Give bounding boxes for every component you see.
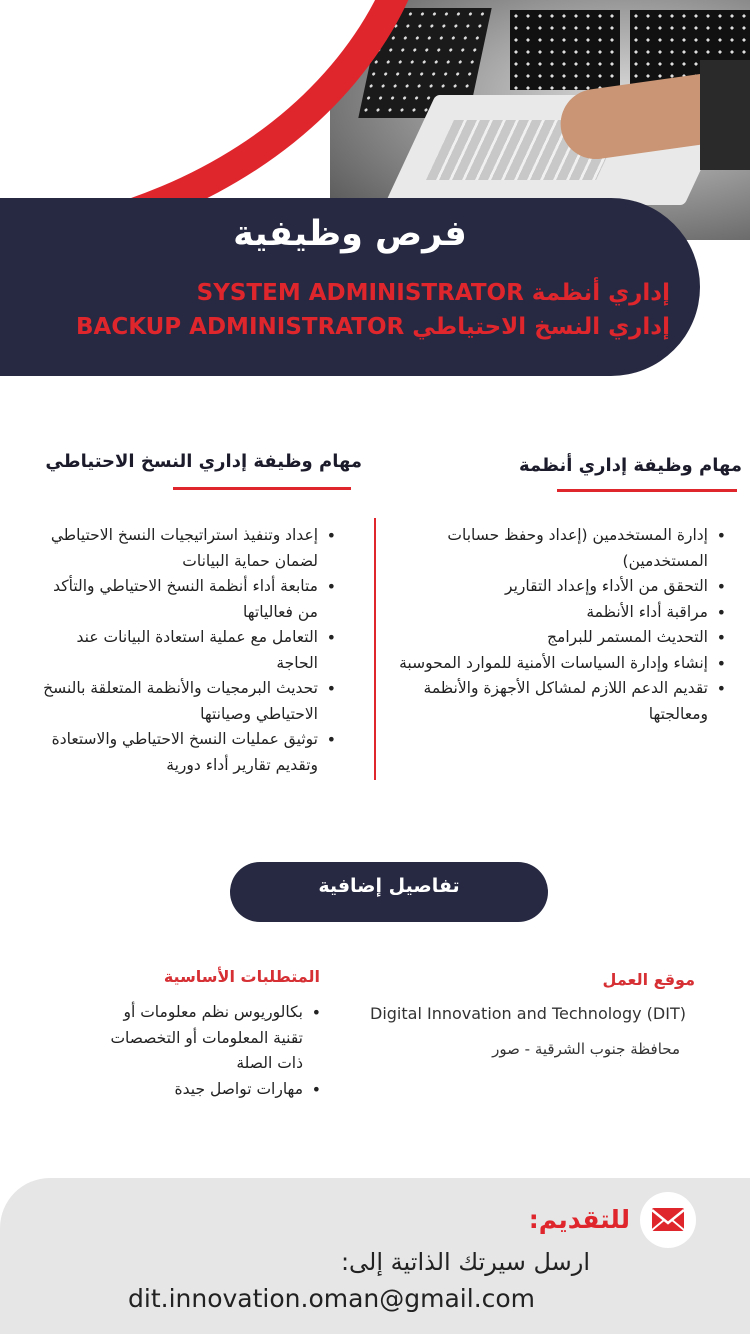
- envelope-icon: [640, 1192, 696, 1248]
- apply-email-link[interactable]: dit.innovation.oman@gmail.com: [128, 1284, 536, 1313]
- list-item: • إنشاء وإدارة السياسات الأمنية للموارد المحوسبة: [395, 651, 730, 677]
- details-pill-label: تفاصيل إضافية: [318, 875, 460, 897]
- list-item: • التحقق من الأداء وإعداد التقارير: [395, 574, 730, 600]
- list-item: • إعداد وتنفيذ استراتيجيات النسخ الاحتياطي لضمان حماية البيانات: [30, 523, 340, 574]
- page-title: فرص وظيفية: [233, 214, 467, 254]
- requirements-list: [95, 1000, 325, 1102]
- list-item: • بكالوريوس نظم معلومات أو تقنية المعلومات أو التخصصات ذات الصلة: [95, 1000, 325, 1077]
- column-divider: [374, 518, 376, 780]
- list-item: • متابعة أداء أنظمة النسخ الاحتياطي والتأكد من فعالياتها: [30, 574, 340, 625]
- list-item: • تحديث البرمجيات والأنظمة المتعلقة بالنسخ الاحتياطي وصيانتها: [30, 676, 340, 727]
- list-item: • مراقبة أداء الأنظمة: [395, 600, 730, 626]
- system-admin-underline: [557, 489, 737, 492]
- list-item: • التحديث المستمر للبرامج: [395, 625, 730, 651]
- list-item: • التعامل مع عملية استعادة البيانات عند الحاجة: [30, 625, 340, 676]
- backup-admin-underline: [173, 487, 351, 490]
- organization-name: Digital Innovation and Technology (DIT): [370, 1004, 686, 1023]
- requirements-title: المتطلبات الأساسية: [163, 967, 320, 986]
- list-item: • إدارة المستخدمين (إعداد وحفظ حسابات المستخدمين): [395, 523, 730, 574]
- list-item: • مهارات تواصل جيدة: [95, 1077, 325, 1103]
- apply-instruction: ارسل سيرتك الذاتية إلى:: [340, 1248, 590, 1276]
- position-system-admin: إداري أنظمة SYSTEM ADMINISTRATOR: [196, 280, 670, 306]
- list-item: • تقديم الدعم اللازم لمشاكل الأجهزة والأنظمة ومعالجتها: [395, 676, 730, 727]
- position-backup-admin: إداري النسخ الاحتياطي BACKUP ADMINISTRATOR: [76, 314, 670, 340]
- backup-admin-task-list: [30, 523, 340, 778]
- list-item: • توثيق عمليات النسخ الاحتياطي والاستعادة وتقديم تقارير أداء دورية: [30, 727, 340, 778]
- apply-title: للتقديم:: [528, 1205, 630, 1234]
- backup-admin-tasks-title: مهام وظيفة إداري النسخ الاحتياطي: [45, 451, 362, 472]
- system-admin-task-list: [395, 523, 730, 727]
- location-title: موقع العمل: [602, 970, 695, 989]
- system-admin-tasks-title: مهام وظيفة إداري أنظمة: [518, 455, 742, 476]
- location-city: محافظة جنوب الشرقية - صور: [492, 1040, 680, 1058]
